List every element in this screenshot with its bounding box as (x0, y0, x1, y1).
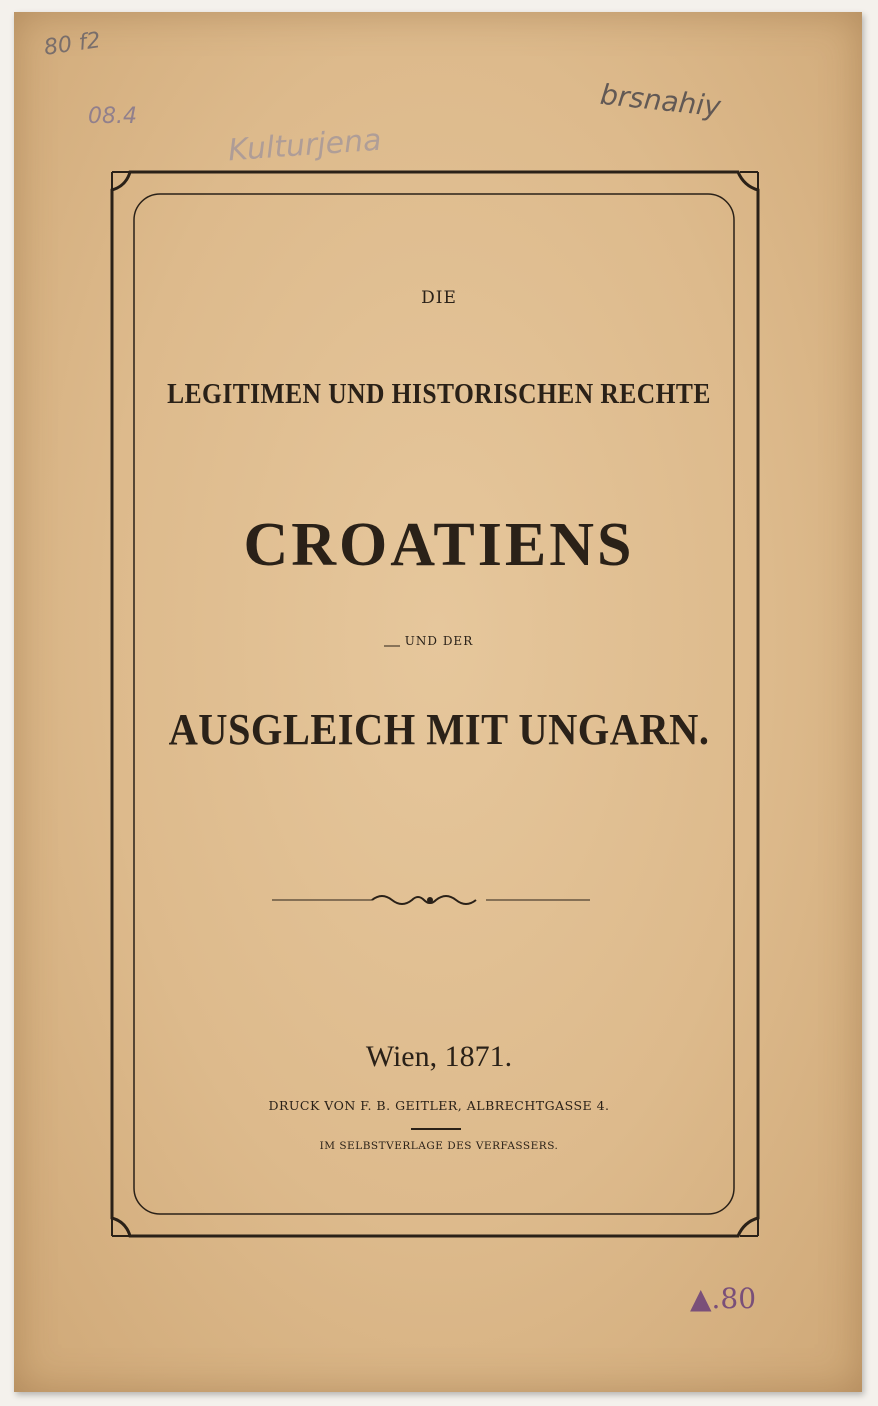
handwritten-note-2: 08.4 (88, 104, 137, 129)
title-line-legitimen: LEGITIMEN UND HISTORISCHEN RECHTE (167, 378, 711, 410)
handwritten-note-3: Kulturjena (226, 122, 383, 169)
imprint-printer: DRUCK VON F. B. GEITLER, ALBRECHTGASSE 4. (268, 1098, 610, 1113)
imprint-publisher: IM SELBSTVERLAGE DES VERFASSERS. (319, 1140, 559, 1152)
library-stamp: ▲.80 (690, 1282, 757, 1315)
title-line-und-der: UND DER (404, 634, 474, 648)
ornament-divider (272, 896, 590, 904)
handwritten-note-top-left: 80 f2 (42, 28, 103, 61)
imprint-rule (411, 1128, 461, 1130)
title-line-die: DIE (421, 288, 457, 308)
handwritten-note-top-right: brsnahiy (598, 77, 723, 124)
imprint-place-year: Wien, 1871. (365, 1040, 513, 1073)
title-line-ausgleich: AUSGLEICH MIT UNGARN. (168, 705, 710, 754)
title-main-croatiens: CROATIENS (243, 511, 635, 579)
